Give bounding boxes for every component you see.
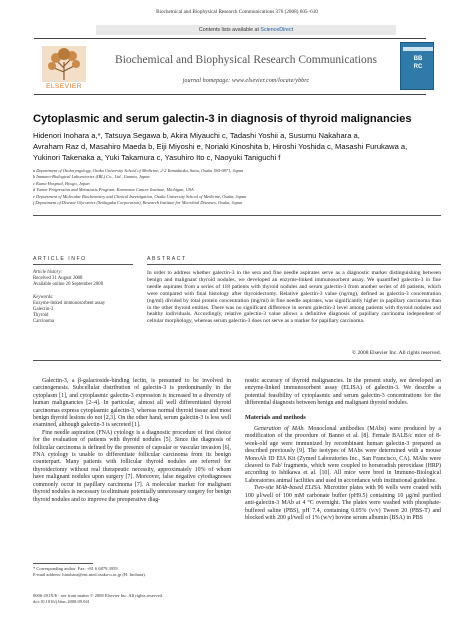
- elsevier-logo: [36, 44, 92, 92]
- affiliation: a Department of Otolaryngology, Osaka University School of Medicine, 2-2 Yamadaoka, Suita, Osaka 565-0871, Japan: [33, 168, 244, 173]
- paragraph-text: Microtiter plates with 96 wells were coated with 100 μl/well of 100 mM carbonate buffer (pH9.5) containing 10 μg/ml purified anti-galectin-3 MAb at 4 °C overnight. The plates were washed with phosphate-buffered saline (PBS), pH 7.4, containing 0.05% (v/v) Tween 20 (PBS-T) and blocked with 200 μl/well of 1% (w/v) bovine serum albumin (BSA) in PBS: [245, 485, 441, 521]
- affiliation: f Department of Disease Glycomics (Seikagaku Corporation), Research Institute for Microbial Diseases, Osaka, Japan: [33, 200, 243, 206]
- corresponding-author: * Corresponding author. Fax: +81 6 6879 3959.: [33, 566, 119, 571]
- keyword: Galectin-3: [33, 307, 54, 313]
- keyword: Thyroid: [33, 313, 49, 319]
- contents-prefix: Contents lists available at: [198, 27, 261, 33]
- methods-heading: Materials and methods: [245, 413, 306, 421]
- body-right-column: [245, 378, 441, 522]
- affiliation: e Department of Molecular Biochemistry and Clinical Investigation, Osaka University School of Medicine, Osaka, Japan: [33, 193, 247, 199]
- history-label: Article history:: [33, 270, 63, 275]
- elsevier-wordmark: ELSEVIER: [46, 83, 82, 90]
- available-date: Available online 20 September 2008: [33, 282, 103, 288]
- journal-cover: [400, 42, 434, 90]
- copyright: © 2008 Elsevier Inc. All rights reserved.: [351, 350, 441, 356]
- body-paragraph: nostic accuracy of thyroid malignancies. In the present study, we developed an enzyme-linked immunosorbent assay (ELISA) of galectin-3. We describe a potential feasibility of cytoplasmic and serum galectin-3 concentrations for the differential diagnosis between benign and malignant thyroid nodules.: [245, 378, 441, 407]
- body-paragraph: Galectin-3, a β-galactoside-binding lectin, is presumed to be involved in carcinogenesis. Subcellular distribution of galectin-3 is predominantly in the cytoplasm [1], and cytoplasmic galectin-3 expression is increased in a diversity of human malignancies [2–4]. In particular, almost all well differentiated thyroid carcinomas express cytoplasmic galectin-3, whereas normal thyroid tissue and most benign thyroid lesions do not [2,3]. On the other hand, serum galectin-3 is less well examined, although galectin-3 is secreted [1].: [33, 378, 231, 429]
- body-paragraph: Fine needle aspiration (FNA) cytology is a diagnostic procedure of first choice for the evaluation of patients with thyroid nodules [5]. Since the diagnosis of follicular carcinoma is defined by the presence of capsular or vascular invasion [6], FNA cytology is unable to differentiate follicular carcinoma from its benign counterpart. Many patients with follicular thyroid nodules are referred for thyroidectomy without real therapeutic necessity, approximately 10% of whom have malignant nodules upon surgery [7]. Moreover, false negative cytodiagnoses commonly occur in papillary carcinoma [7]. A molecular marker for malignant thyroid nodules is necessary to eliminate potentially unnecessary surgery for benign thyroid nodules and to improve the preoperative diag-: [33, 429, 231, 503]
- authors-line: Avraham Raz d, Masahiro Maeda b, Eiji Miyoshi e, Noriaki Kinoshita b, Hiroshi Yoshida c, Masashi Furukawa a,: [33, 142, 408, 151]
- paragraph-text: Monoclonal antibodies (MAbs) were produced by a modification of the procedure of Banno et al. [8]. Female BALB/c mice of 8-week-old age were immunized by recombinant human galectin-3 prepared as described previously [9]. The isotypes of MAbs were determined with a mouse MonoAb ID EIA Kit (Zymed Laboratories Inc., San Francisco, CA). MAbs were cleaved to Fab' fragments, which were coupled to horseradish peroxidase (HRP) according to Ishikawa et al. [10]. All mice were bred in Immuno-Biological Laboratories animal facilities and used in accordance with institutional guideline.: [245, 426, 442, 484]
- issn-line: 0006-291X/$ - see front matter © 2008 Elsevier Inc. All rights reserved.: [33, 593, 164, 598]
- author-list: [33, 130, 453, 163]
- article-history: [33, 270, 138, 326]
- divider: [33, 360, 441, 361]
- journal-citation: Biochemical and Biophysical Research Communications 376 (2008) 605–610: [156, 9, 318, 15]
- body-paragraph: [245, 426, 441, 485]
- keyword: Enzyme-linked immunosorbent assay: [33, 300, 106, 306]
- body-paragraph: [245, 485, 441, 522]
- article-title: Cytoplasmic and serum galectin-3 in diagnosis of thyroid malignancies: [33, 113, 412, 125]
- email-address[interactable]: E-mail address: hinohara@ent.med.osaka-u.ac.jp (H. Inohara).: [33, 572, 146, 577]
- contents-bar: [96, 25, 396, 35]
- journal-header-box: [34, 38, 426, 95]
- affiliation: b Immuno-Biological Laboratories (IBL) Co., Ltd., Gunma, Japan: [33, 174, 150, 180]
- footnote: [33, 566, 231, 578]
- keywords-label: Keywords:: [33, 294, 54, 300]
- journal-homepage: journal homepage: www.elsevier.com/locate/ybbrc: [182, 78, 310, 84]
- abstract-heading: ABSTRACT: [147, 256, 187, 262]
- affiliations: [33, 168, 453, 206]
- body-left-column: [33, 378, 231, 504]
- cover-band: [403, 47, 433, 51]
- received-date: Received 31 August 2008: [33, 276, 83, 282]
- authors-line: Hidenori Inohara a,*, Tatsuya Segawa b, Akira Miyauchi c, Tadashi Yoshii a, Susumu Nakahara a,: [33, 131, 360, 140]
- paragraph-label: Generation of MAb.: [254, 426, 305, 433]
- authors-line: Yukinori Takenaka a, Yuki Takamura c, Yasuhiro Ito c, Naoyuki Taniguchi f: [33, 153, 281, 162]
- divider: [33, 264, 133, 265]
- divider: [147, 264, 441, 265]
- affiliation: d Tumor Progression and Metastasis Program, Karmanos Cancer Institute, Michigan, USA: [33, 187, 194, 193]
- divider: [33, 215, 441, 216]
- abstract-text: In order to address whether galectin-3 in the sera and fine needle aspirates serve as a diagnostic marker distinguishing between benign and malignant thyroid nodules, we developed an enzyme-linked immunosorbent assay. We quantified galectin-3 in fine needle aspirates from a series of 118 patients with thyroid nodules and serum galectin-3 from another series of 46 patients, which were compared with final histology after thyroidectomy. Relative galectin-3 value (ng/mg), defined as galectin-3 concentration (ng/ml) divided by total protein concentration (mg/ml) in fine needle aspirates, was significantly higher in papillary carcinoma than in the other thyroid entities. There was no significant difference in serum galectin-3 level among patients with thyroid nodules and healthy individuals. Accordingly, relative galectin-3 value allows a definitive diagnosis of papillary carcinoma independent of cellular morphology, whereas serum galectin-3 does not serve as a marker for papillary carcinoma.: [147, 270, 441, 325]
- article-info-heading: ARTICLE INFO: [33, 256, 87, 262]
- footnote-rule: [33, 563, 93, 564]
- page-footer: [33, 593, 233, 605]
- keyword: Carcinoma: [33, 319, 55, 325]
- journal-title: Biochemical and Biophysical Research Communications: [115, 54, 377, 66]
- affiliation: c Kuma Hospital, Hyogo, Japan: [33, 180, 90, 186]
- doi-line[interactable]: doi:10.1016/j.bbrc.2008.09.041: [33, 599, 90, 604]
- cover-title: BBRC: [413, 56, 423, 70]
- paragraph-label: Two-site MAb-based ELISA.: [254, 485, 322, 492]
- sciencedirect-link[interactable]: ScienceDirect: [260, 27, 294, 33]
